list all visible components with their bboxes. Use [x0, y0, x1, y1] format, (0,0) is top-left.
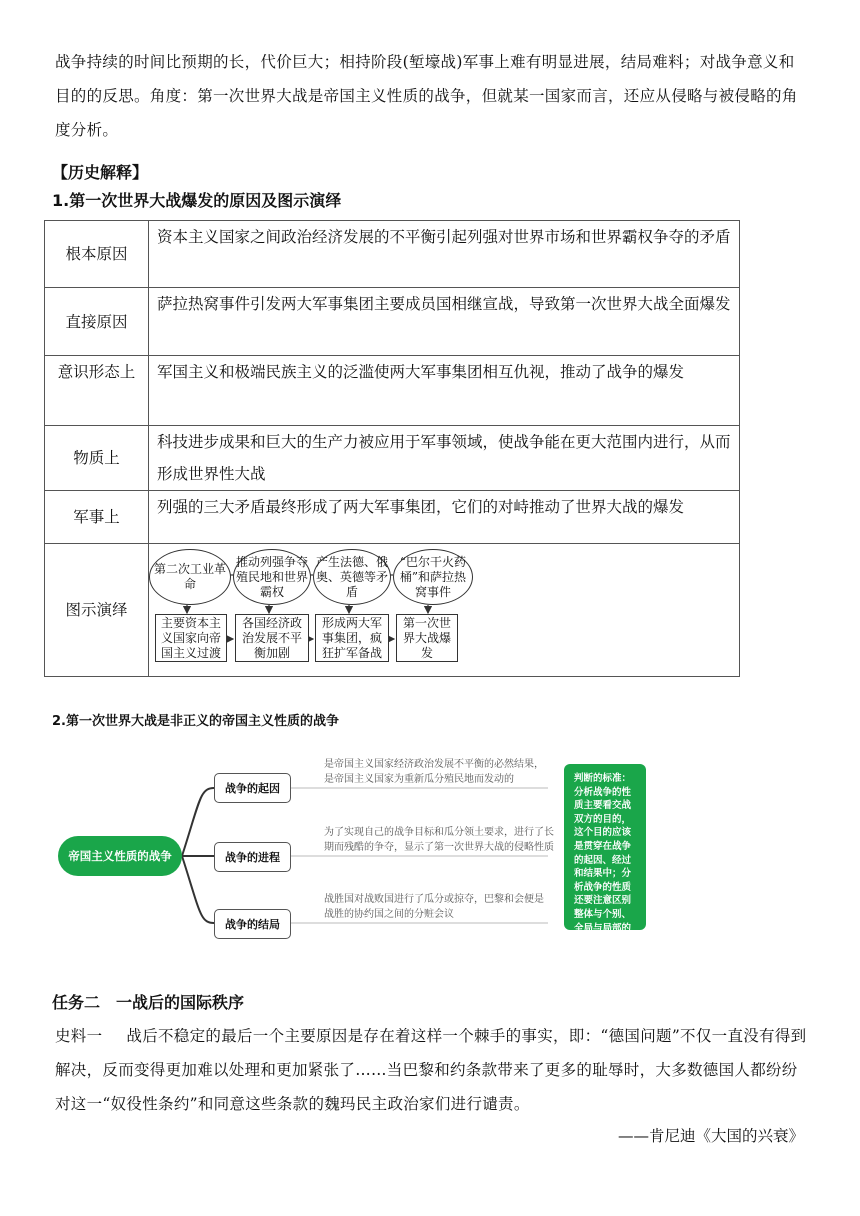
source1-label: 史料一: [55, 1027, 103, 1045]
mindmap-branch: 战争的起因: [214, 773, 291, 803]
row-label: 图示演绎: [45, 544, 149, 677]
table-row: [45, 426, 740, 491]
flow-oval: 产生法德、俄奥、英德等矛盾: [313, 549, 391, 605]
table-row: [45, 356, 740, 426]
flow-diagram: [145, 547, 475, 665]
branch-description: 为了实现自己的战争目标和瓜分领土要求，进行了长期而残酷的争夺，显示了第一次世界大战的侵略性质: [324, 827, 554, 853]
row-label: 根本原因: [45, 221, 149, 288]
judgment-note: 判断的标准：分析战争的性质主要看交战双方的目的，这个目的应该是贯穿在战争的起因、经过和结果中；分析战争的性质还要注意区别整体与个别、全局与局部的关系。: [564, 764, 646, 930]
row-text: 列强的三大矛盾最终形成了两大军事集团，它们的对峙推动了世界大战的爆发: [149, 491, 740, 544]
row-text: 军国主义和极端民族主义的泛滥使两大军事集团相互仇视，推动了战争的爆发: [149, 356, 740, 426]
flow-oval: 第二次工业革命: [149, 549, 231, 605]
row-label: 物质上: [45, 426, 149, 491]
mindmap-branch: 战争的进程: [214, 842, 291, 872]
row-text: 萨拉热窝事件引发两大军事集团主要成员国相继宣战，导致第一次世界大战全面爆发: [149, 288, 740, 356]
source1-block: [55, 1019, 810, 1121]
row-label: 军事上: [45, 491, 149, 544]
flow-box: 第一次世界大战爆发: [396, 614, 458, 662]
task2-heading: 任务二 一战后的国际秩序: [52, 993, 245, 1012]
item1-heading: 1.第一次世界大战爆发的原因及图示演绎: [52, 191, 342, 210]
table-row: [45, 288, 740, 356]
row-label: 直接原因: [45, 288, 149, 356]
branch-description: 战胜国对战败国进行了瓜分或掠夺，巴黎和会便是战胜的协约国之间的分赃会议: [324, 894, 544, 920]
table-row: [45, 221, 740, 288]
flow-box: 主要资本主义国家向帝国主义过渡: [155, 614, 227, 662]
source1-citation: ——肯尼迪《大国的兴衰》: [617, 1127, 804, 1145]
row-label: 意识形态上: [45, 356, 149, 426]
row-text: 资本主义国家之间政治经济发展的不平衡引起列强对世界市场和世界霸权争夺的矛盾: [149, 221, 740, 288]
table-row: [45, 491, 740, 544]
row-text: 科技进步成果和巨大的生产力被应用于军事领域，使战争能在更大范围内进行，从而形成世界性大战: [149, 426, 740, 491]
mindmap-root: 帝国主义性质的战争: [58, 836, 182, 876]
source1-text: 战后不稳定的最后一个主要原因是存在着这样一个棘手的事实，即：“德国问题”不仅一直没有得到解决，反而变得更加难以处理和更加紧张了……当巴黎和约条款带来了更多的耻辱时，大多数德国人都纷纷对这一“奴役性条约”和同意这些条款的魏玛民主政治家们进行谴责。: [55, 1027, 807, 1113]
flow-box: 各国经济政治发展不平衡加剧: [235, 614, 309, 662]
item2-heading: 2.第一次世界大战是非正义的帝国主义性质的战争: [52, 714, 339, 729]
mindmap-branch: 战争的结局: [214, 909, 291, 939]
section-heading: 【历史解释】: [52, 163, 149, 182]
flow-oval: “巴尔干火药桶”和萨拉热窝事件: [393, 549, 473, 605]
branch-description: 是帝国主义国家经济政治发展不平衡的必然结果，是帝国主义国家为重新瓜分殖民地而发动的: [324, 759, 544, 785]
flow-box: 形成两大军事集团，疯狂扩军备战: [315, 614, 389, 662]
intro-paragraph: 战争持续的时间比预期的长，代价巨大；相持阶段(堑壕战)军事上难有明显进展，结局难料；对战争意义和目的的反思。角度：第一次世界大战是帝国主义性质的战争，但就某一国家而言，还应从侵略与被侵略的角度分析。: [55, 53, 798, 139]
flow-oval: 推动列强争夺殖民地和世界霸权: [233, 549, 311, 605]
